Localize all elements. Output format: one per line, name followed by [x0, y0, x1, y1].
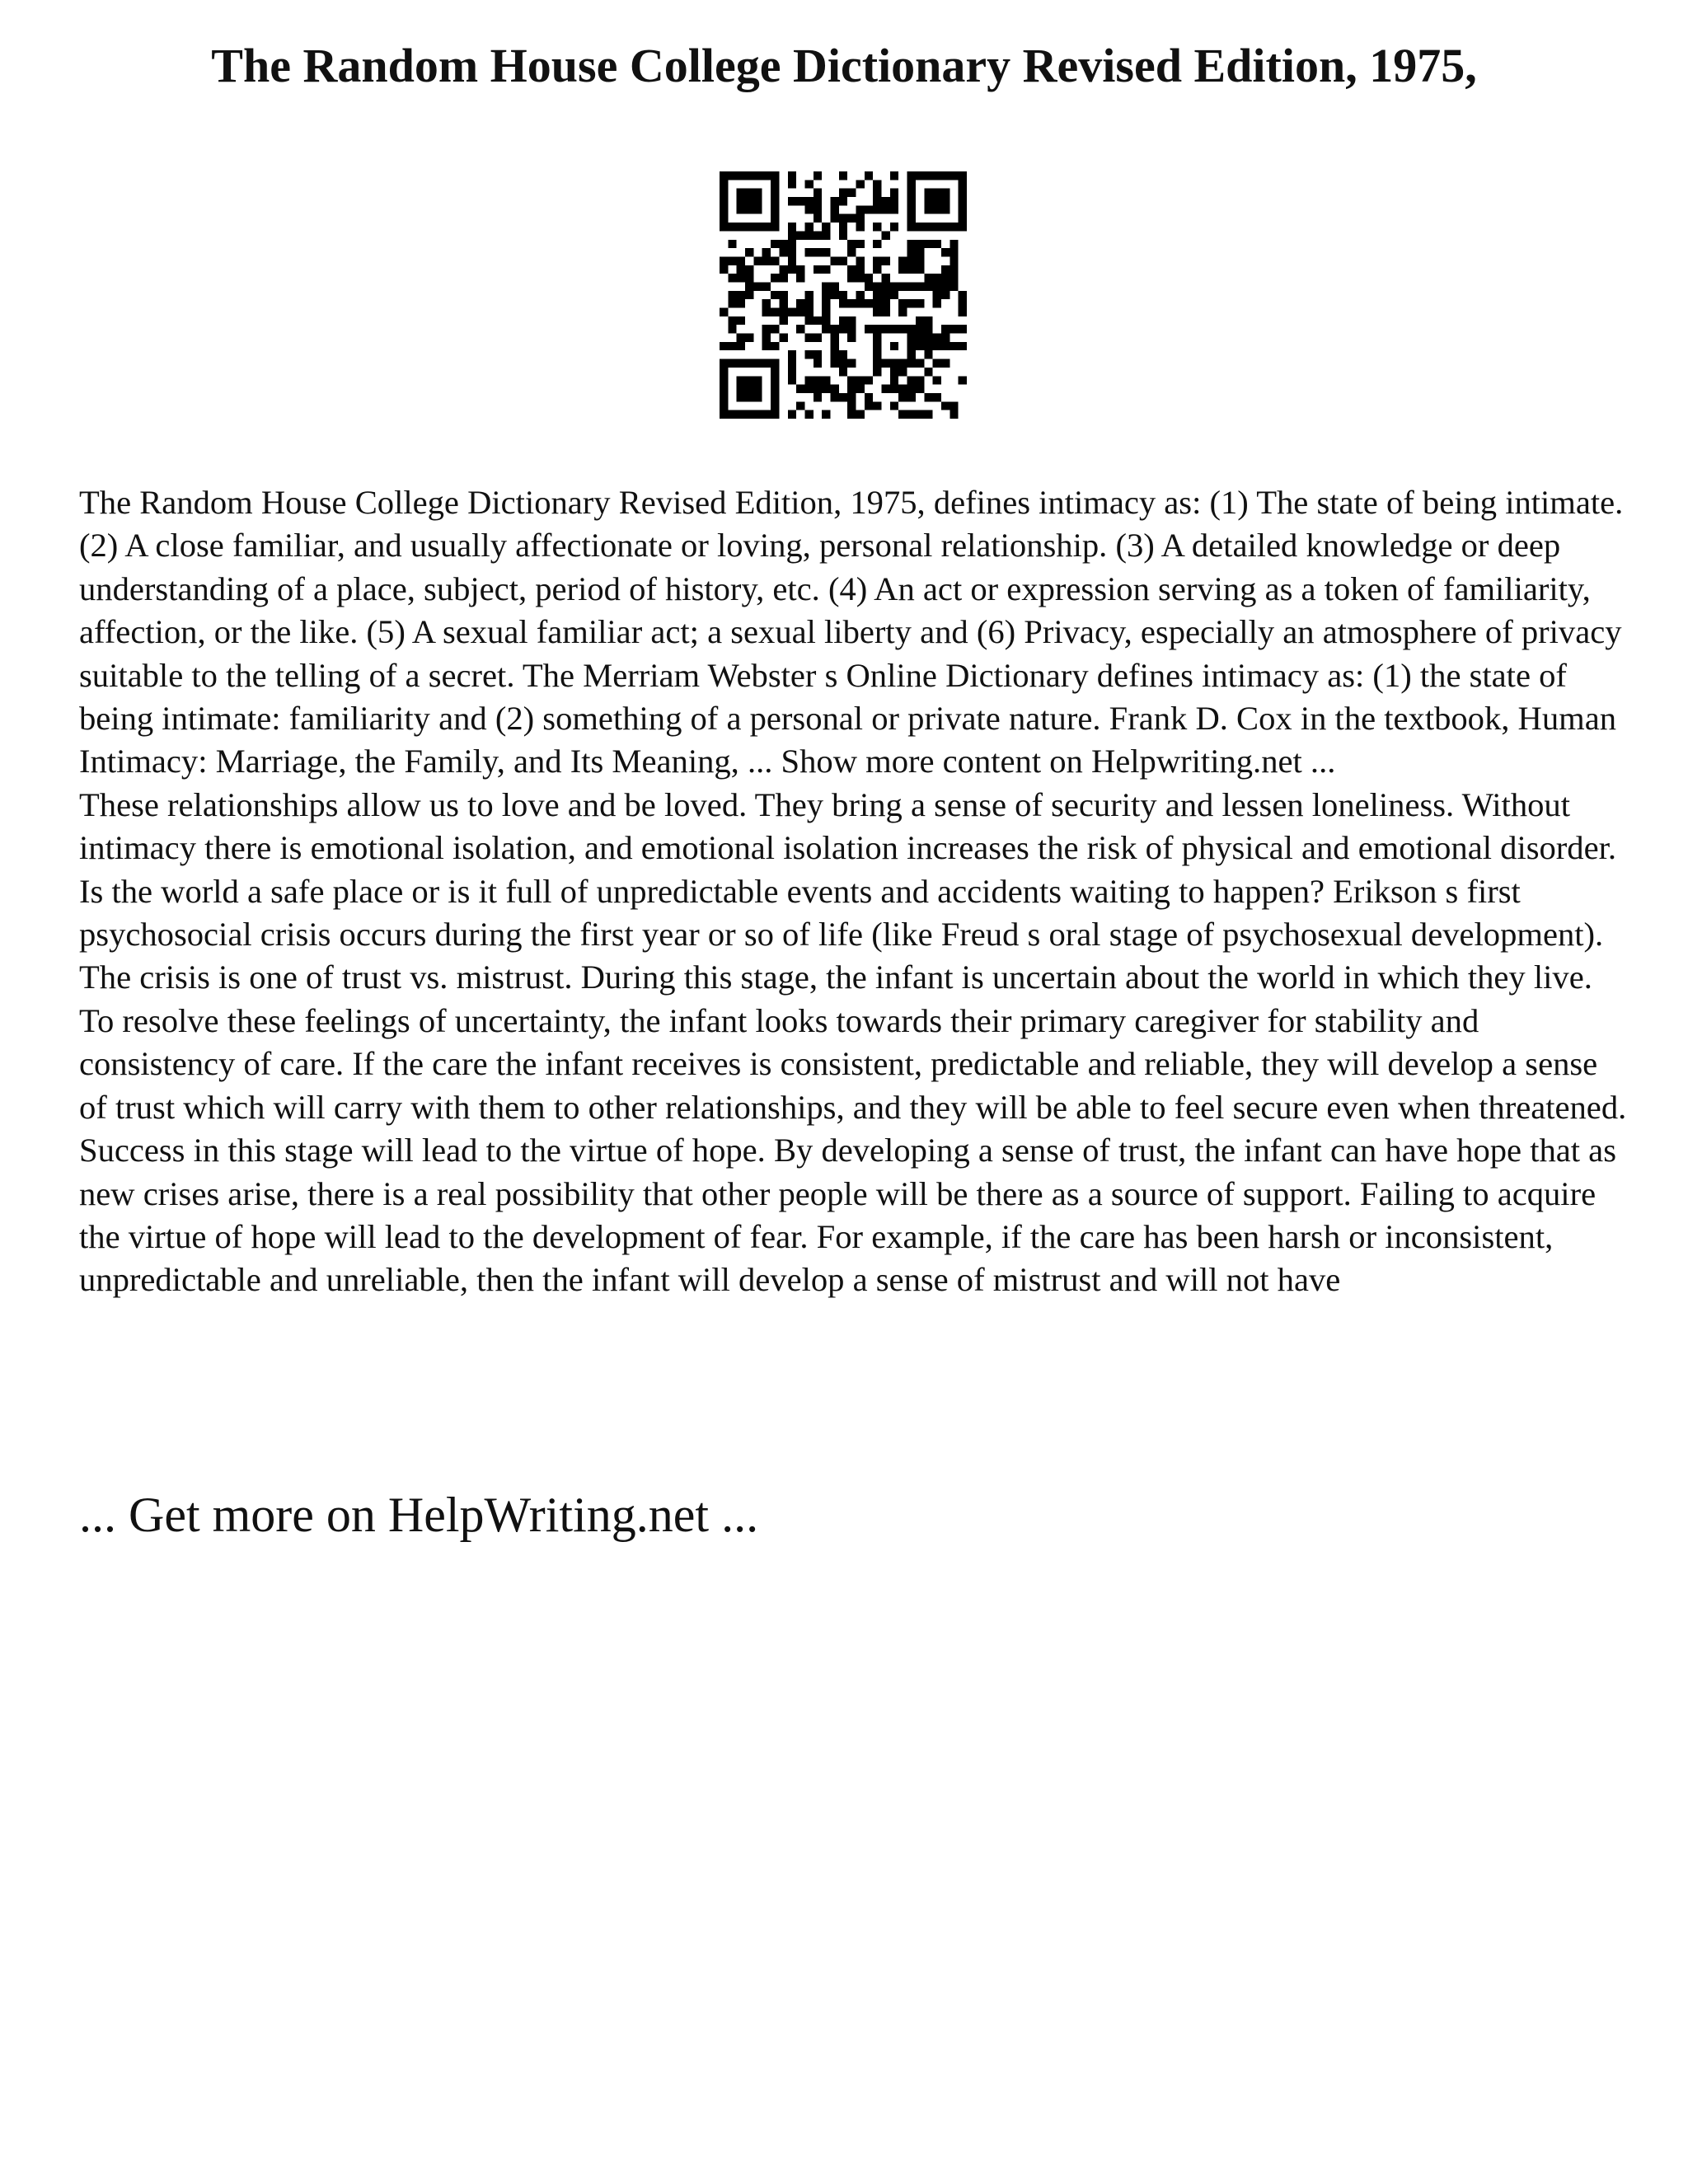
qr-code-icon[interactable] [720, 171, 967, 419]
get-more-link[interactable]: ... Get more on HelpWriting.net ... [79, 1488, 759, 1542]
document-body [79, 481, 1629, 1302]
paragraph-definitions: The Random House College Dictionary Revised Edition, 1975, defines intimacy as: (1) The state of being intimate. (2) A close familiar, and usually affectionate or loving, personal relationship. (3) A detailed knowledge or deep understanding of a place, subject, period of history, etc. (4) An act or expression serving as a token of familiarity, affection, or the like. (5) A sexual familiar act; a sexual liberty and (6) Privacy, especially an atmosphere of privacy suitable to the telling of a secret. The Merriam Webster s Online Dictionary defines intimacy as: (1) the state of being intimate: familiarity and (2) something of a personal or private nature. Frank D. Cox in the textbook, Human Intimacy: Marriage, the Family, and Its Meaning, ... Show more content on Helpwriting.net ... [79, 484, 1624, 780]
document-title: The Random House College Dictionary Revised Edition, 1975, [211, 39, 1477, 92]
paragraph-relationships: These relationships allow us to love and be loved. They bring a sense of security and lessen loneliness. Without intimacy there is emotional isolation, and emotional isolation increases the risk of physical and emotional disorder. Is the world a safe place or is it full of unpredictable events and accidents waiting to happen? Erikson s first psychosocial crisis occurs during the first year or so of life (like Freud s oral stage of psychosexual development). The crisis is one of trust vs. mistrust. During this stage, the infant is uncertain about the world in which they live. To resolve these feelings of uncertainty, the infant looks towards their primary caregiver for stability and consistency of care. If the care the infant receives is consistent, predictable and reliable, they will develop a sense of trust which will carry with them to other relationships, and they will be able to feel secure even when threatened. Success in this stage will lead to the virtue of hope. By developing a sense of trust, the infant can have hope that as new crises arise, there is a real possibility that other people will be there as a source of support. Failing to acquire the virtue of hope will lead to the development of fear. For example, if the care has been harsh or inconsistent, unpredictable and unreliable, then the infant will develop a sense of mistrust and will not have [79, 785, 1627, 1299]
